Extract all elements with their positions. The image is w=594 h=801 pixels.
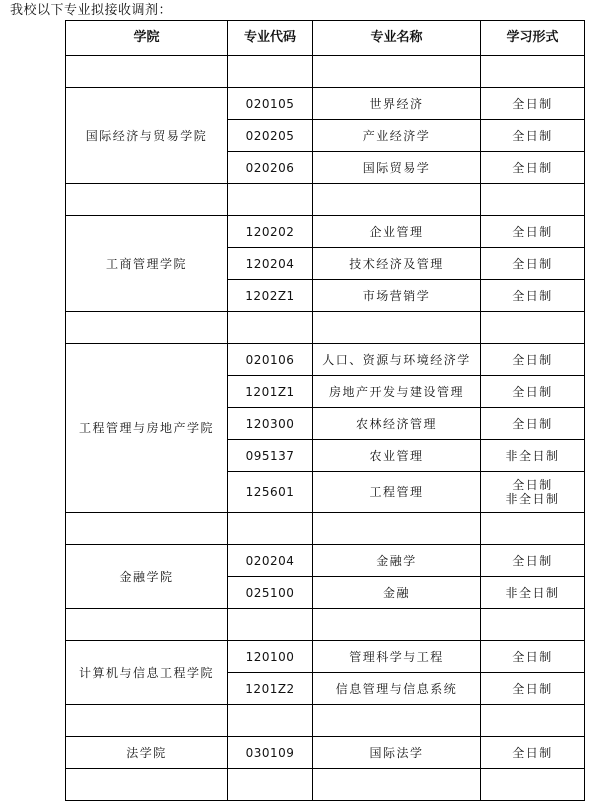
header-name: 专业名称 xyxy=(313,21,481,56)
college-cell: 工程管理与房地产学院 xyxy=(66,344,228,513)
spacer-cell xyxy=(313,184,481,216)
spacer-cell xyxy=(66,513,228,545)
spacer-cell xyxy=(313,513,481,545)
table-row xyxy=(66,737,585,769)
major-code-cell: 020204 xyxy=(228,545,313,577)
study-mode-cell xyxy=(481,641,585,673)
header-row xyxy=(66,21,585,56)
spacer-cell xyxy=(66,705,228,737)
study-mode-cell xyxy=(481,376,585,408)
major-name-cell: 金融学 xyxy=(313,545,481,577)
truncated-cell xyxy=(228,769,313,801)
major-name-cell: 房地产开发与建设管理 xyxy=(313,376,481,408)
major-code-cell: 020106 xyxy=(228,344,313,376)
truncated-cell xyxy=(66,769,228,801)
study-mode-text: 全日制 xyxy=(512,288,553,303)
spacer-cell xyxy=(228,184,313,216)
spacer-cell xyxy=(228,513,313,545)
major-name-cell: 农林经济管理 xyxy=(313,408,481,440)
major-code-cell: 120100 xyxy=(228,641,313,673)
study-mode-cell xyxy=(481,280,585,312)
study-mode-text: 全日制 xyxy=(512,352,553,367)
spacer-cell xyxy=(66,56,228,88)
spacer-cell xyxy=(228,609,313,641)
header-mode: 学习形式 xyxy=(481,21,585,56)
major-name-cell: 国际贸易学 xyxy=(313,152,481,184)
study-mode-text: 全日制 xyxy=(512,384,553,399)
spacer-cell xyxy=(66,312,228,344)
study-mode-text: 全日制 xyxy=(512,96,553,111)
study-mode-cell xyxy=(481,545,585,577)
college-cell: 计算机与信息工程学院 xyxy=(66,641,228,705)
major-code-cell: 095137 xyxy=(228,440,313,472)
major-code-cell: 120300 xyxy=(228,408,313,440)
major-name-cell: 信息管理与信息系统 xyxy=(313,673,481,705)
truncated-row xyxy=(66,769,585,801)
table-row xyxy=(66,344,585,376)
intro-text: 我校以下专业拟接收调剂： xyxy=(10,3,173,18)
major-code-cell: 120202 xyxy=(228,216,313,248)
major-name-cell: 世界经济 xyxy=(313,88,481,120)
major-code-cell: 120204 xyxy=(228,248,313,280)
study-mode-cell xyxy=(481,408,585,440)
spacer-row xyxy=(66,609,585,641)
major-name-cell: 工程管理 xyxy=(313,472,481,513)
major-code-cell: 125601 xyxy=(228,472,313,513)
college-cell: 工商管理学院 xyxy=(66,216,228,312)
spacer-cell xyxy=(313,705,481,737)
header-college: 学院 xyxy=(66,21,228,56)
spacer-cell xyxy=(481,312,585,344)
major-name-cell: 产业经济学 xyxy=(313,120,481,152)
major-code-cell: 025100 xyxy=(228,577,313,609)
spacer-cell xyxy=(313,609,481,641)
spacer-cell xyxy=(481,513,585,545)
study-mode-text: 全日制 xyxy=(512,681,553,696)
truncated-cell xyxy=(481,769,585,801)
major-code-cell: 020206 xyxy=(228,152,313,184)
study-mode-cell xyxy=(481,344,585,376)
major-code-cell: 1202Z1 xyxy=(228,280,313,312)
table-body xyxy=(66,56,585,801)
spacer-row xyxy=(66,184,585,216)
major-name-cell: 农业管理 xyxy=(313,440,481,472)
study-mode-text: 全日制 xyxy=(512,416,553,431)
study-mode-text: 非全日制 xyxy=(505,492,560,506)
major-code-cell: 020105 xyxy=(228,88,313,120)
header-code: 专业代码 xyxy=(228,21,313,56)
major-code-cell: 1201Z1 xyxy=(228,376,313,408)
spacer-cell xyxy=(481,184,585,216)
table-row xyxy=(66,641,585,673)
study-mode-text: 非全日制 xyxy=(505,585,560,600)
major-name-cell: 人口、资源与环境经济学 xyxy=(313,344,481,376)
study-mode-cell xyxy=(481,737,585,769)
spacer-cell xyxy=(313,56,481,88)
table-row xyxy=(66,216,585,248)
major-code-cell: 020205 xyxy=(228,120,313,152)
study-mode-text: 全日制 xyxy=(512,478,553,492)
study-mode-cell xyxy=(481,216,585,248)
spacer-cell xyxy=(228,312,313,344)
major-name-cell: 管理科学与工程 xyxy=(313,641,481,673)
study-mode-cell xyxy=(481,577,585,609)
spacer-row xyxy=(66,56,585,88)
study-mode-text: 全日制 xyxy=(512,745,553,760)
spacer-row xyxy=(66,513,585,545)
study-mode-text: 全日制 xyxy=(512,256,553,271)
study-mode-cell xyxy=(481,472,585,513)
spacer-cell xyxy=(228,705,313,737)
study-mode-text: 全日制 xyxy=(512,224,553,239)
truncated-cell xyxy=(313,769,481,801)
table-row xyxy=(66,88,585,120)
table-row xyxy=(66,545,585,577)
study-mode-cell xyxy=(481,673,585,705)
major-name-cell: 企业管理 xyxy=(313,216,481,248)
study-mode-cell xyxy=(481,120,585,152)
study-mode-text: 全日制 xyxy=(512,128,553,143)
major-name-cell: 市场营销学 xyxy=(313,280,481,312)
spacer-cell xyxy=(313,312,481,344)
spacer-cell xyxy=(228,56,313,88)
spacer-cell xyxy=(66,184,228,216)
study-mode-cell xyxy=(481,248,585,280)
study-mode-cell xyxy=(481,152,585,184)
major-name-cell: 金融 xyxy=(313,577,481,609)
college-cell: 国际经济与贸易学院 xyxy=(66,88,228,184)
study-mode-text: 非全日制 xyxy=(505,448,560,463)
study-mode-cell xyxy=(481,440,585,472)
study-mode-text: 全日制 xyxy=(512,553,553,568)
spacer-cell xyxy=(481,56,585,88)
major-code-cell: 1201Z2 xyxy=(228,673,313,705)
spacer-row xyxy=(66,312,585,344)
spacer-cell xyxy=(481,705,585,737)
college-cell: 法学院 xyxy=(66,737,228,769)
study-mode-text: 全日制 xyxy=(512,649,553,664)
major-table xyxy=(65,20,585,801)
college-cell: 金融学院 xyxy=(66,545,228,609)
spacer-cell xyxy=(66,609,228,641)
spacer-row xyxy=(66,705,585,737)
major-name-cell: 技术经济及管理 xyxy=(313,248,481,280)
major-code-cell: 030109 xyxy=(228,737,313,769)
study-mode-cell xyxy=(481,88,585,120)
major-name-cell: 国际法学 xyxy=(313,737,481,769)
spacer-cell xyxy=(481,609,585,641)
study-mode-text: 全日制 xyxy=(512,160,553,175)
